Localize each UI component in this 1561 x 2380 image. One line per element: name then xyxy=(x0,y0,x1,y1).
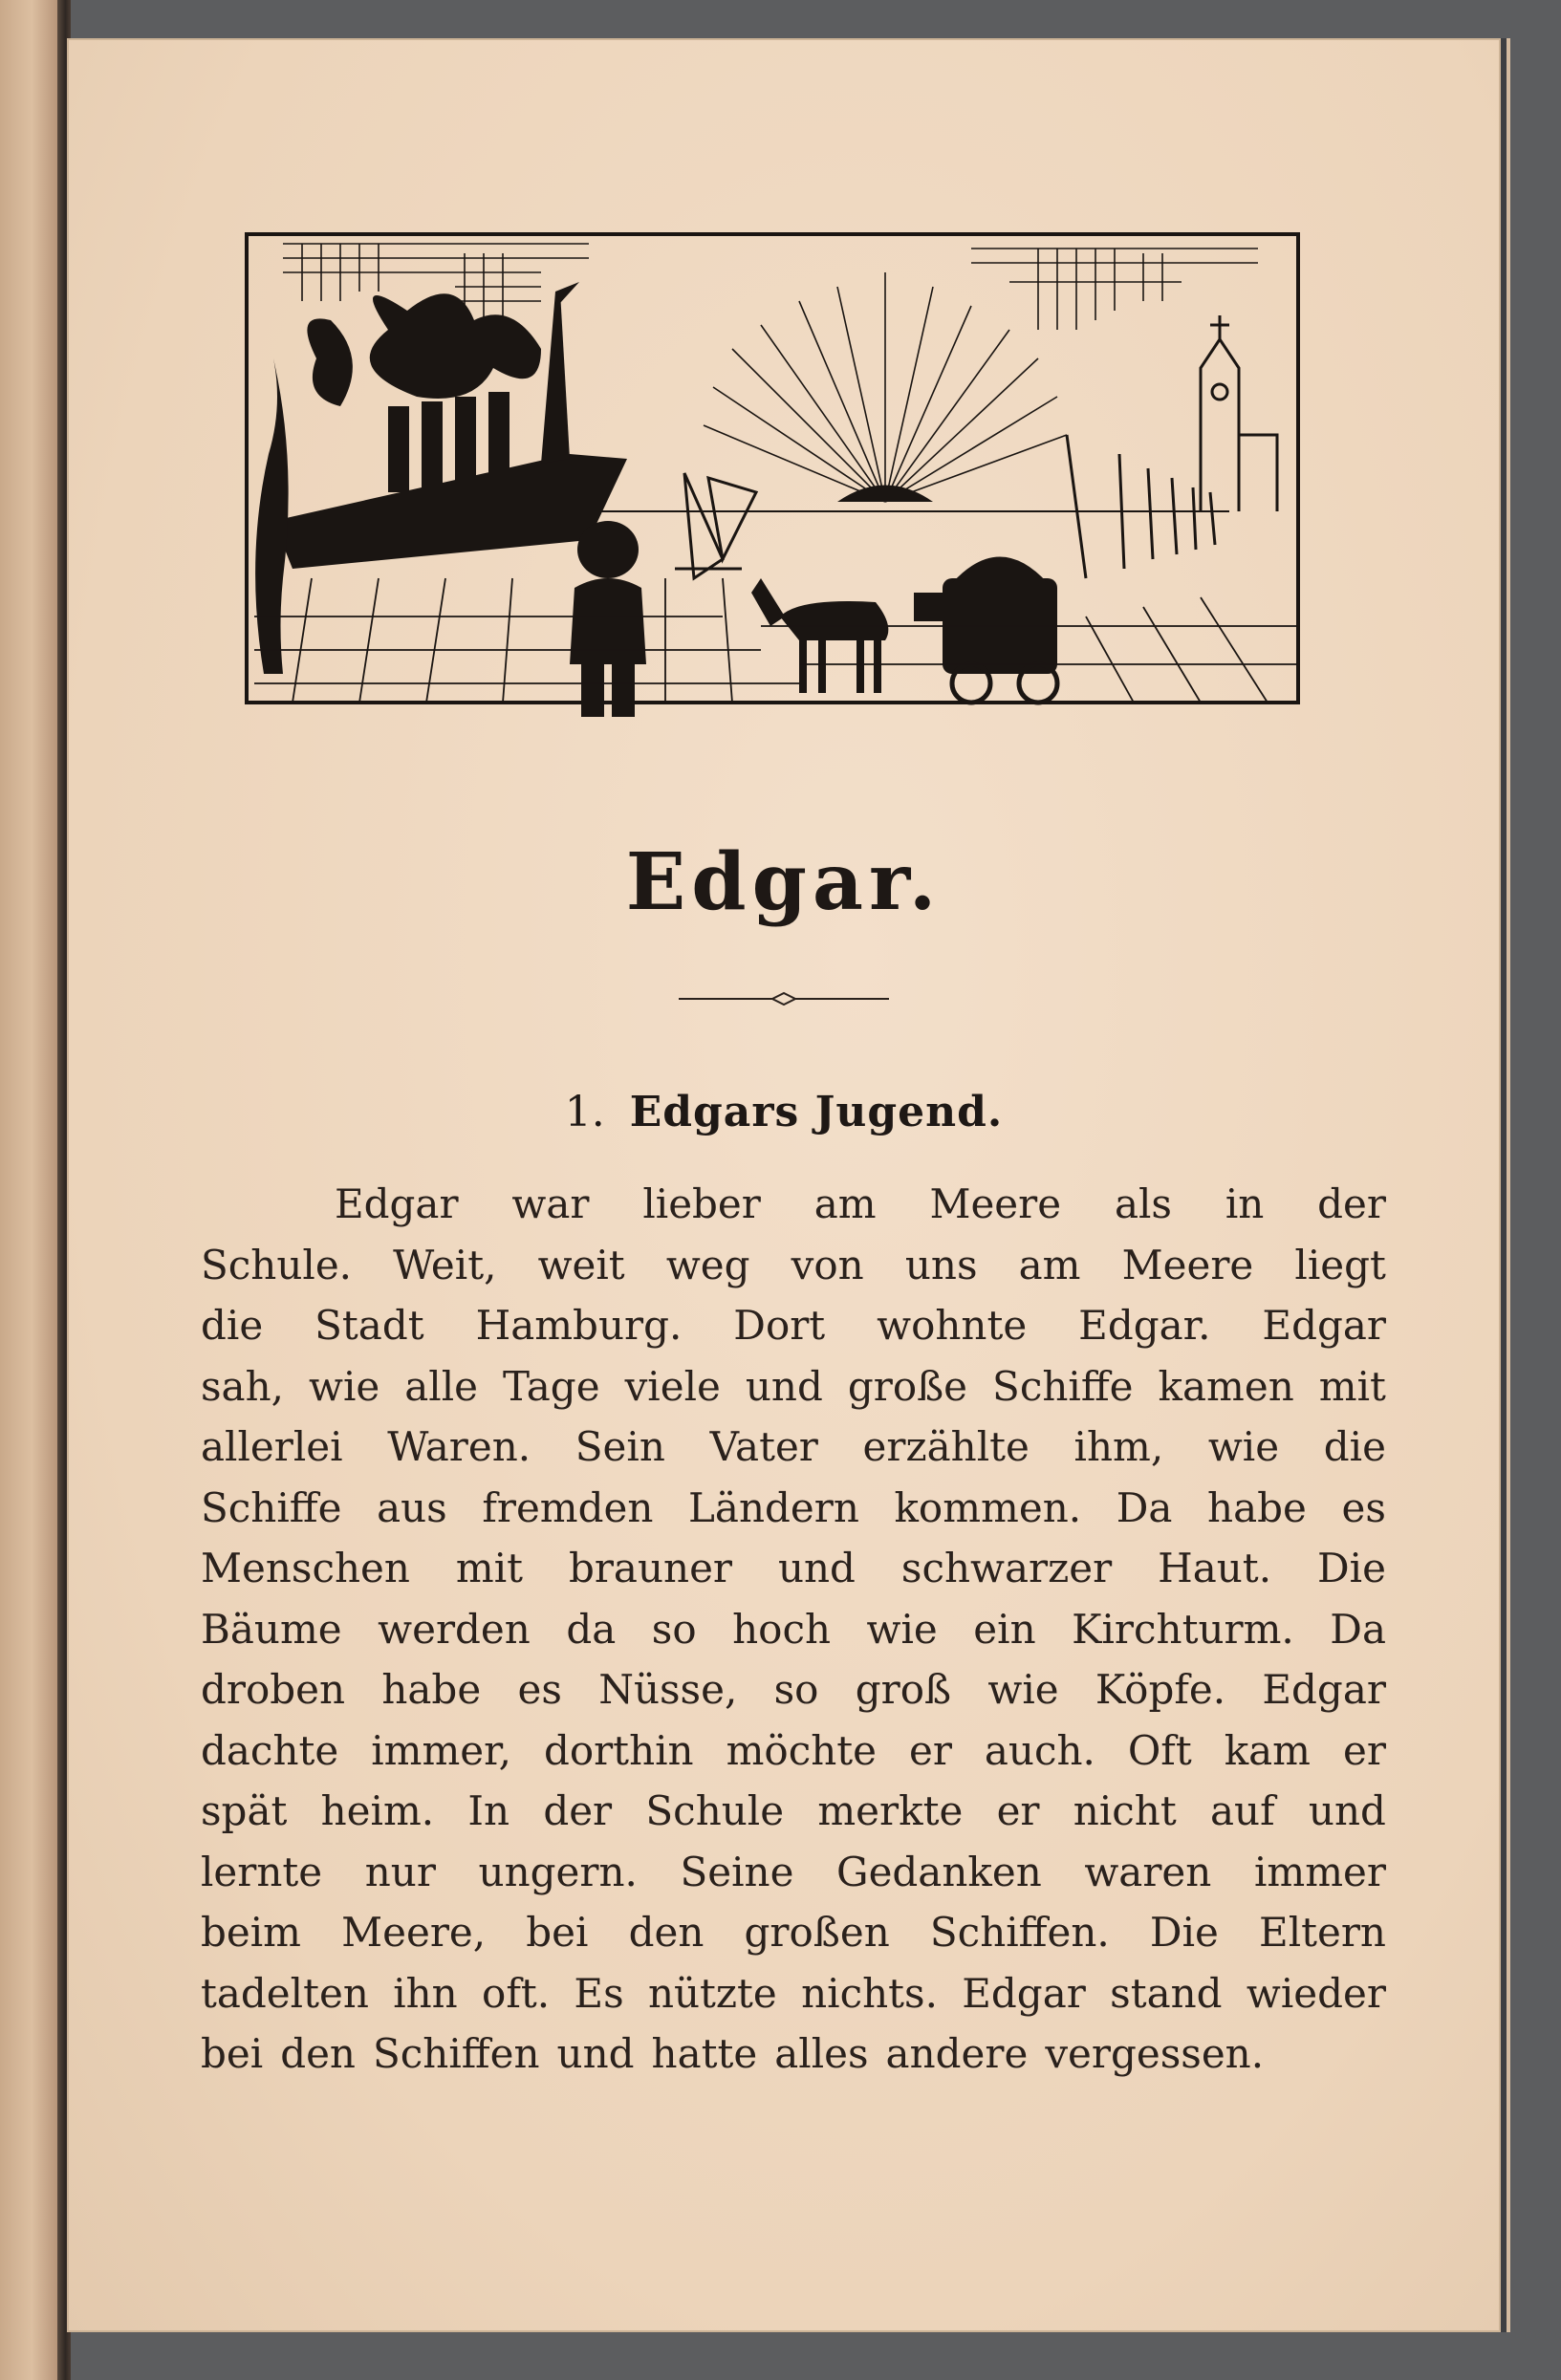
word: er xyxy=(996,1787,1040,1834)
word: andere xyxy=(885,2030,1029,2077)
word: mit xyxy=(455,1545,524,1591)
word: auch. xyxy=(984,1726,1095,1774)
text-line xyxy=(201,2023,1386,2085)
word: der xyxy=(1317,1180,1386,1227)
word: allerlei xyxy=(201,1423,343,1470)
word: spät xyxy=(201,1787,288,1834)
word: Meere, xyxy=(341,1909,487,1956)
word: Vater xyxy=(709,1423,818,1470)
word: und xyxy=(777,1545,856,1591)
text-line xyxy=(201,1659,1386,1720)
word: auf xyxy=(1209,1787,1275,1834)
word: da xyxy=(566,1605,617,1653)
word: Nüsse, xyxy=(598,1666,738,1713)
word: möchte xyxy=(726,1726,877,1774)
word: erzählte xyxy=(862,1423,1030,1470)
word: alles xyxy=(774,2030,869,2077)
previous-page-edge xyxy=(0,0,57,2380)
word: hoch xyxy=(732,1605,832,1653)
word: alle xyxy=(404,1362,479,1410)
word: hatte xyxy=(651,2030,758,2077)
chapter-number: 1. xyxy=(564,1088,605,1136)
word: wie xyxy=(866,1605,938,1653)
word: Köpfe. xyxy=(1095,1666,1226,1713)
text-line xyxy=(201,1417,1386,1478)
word: immer xyxy=(1253,1848,1386,1895)
word: tadelten xyxy=(201,1969,369,2017)
word: Sein xyxy=(575,1423,665,1470)
word: dachte xyxy=(201,1726,339,1774)
word: wieder xyxy=(1246,1969,1386,2017)
word: dorthin xyxy=(543,1726,694,1774)
word: habe xyxy=(381,1666,482,1713)
word: Tage xyxy=(503,1362,600,1410)
word: es xyxy=(1341,1483,1386,1531)
word: war xyxy=(511,1180,590,1227)
word: kamen xyxy=(1158,1362,1294,1410)
word: so xyxy=(651,1605,697,1653)
word: am xyxy=(1018,1241,1081,1288)
word: Haut. xyxy=(1158,1545,1272,1591)
book-page xyxy=(67,38,1501,2332)
word: Schule. xyxy=(201,1241,353,1288)
text-line xyxy=(201,1902,1386,1963)
word: ungern. xyxy=(478,1848,638,1895)
word: den xyxy=(628,1909,705,1956)
word: die xyxy=(1323,1423,1386,1470)
word: schwarzer xyxy=(900,1545,1113,1591)
harbor-illustration xyxy=(226,215,1315,722)
text-line xyxy=(201,1538,1386,1599)
word: große xyxy=(847,1362,968,1410)
word: werden xyxy=(378,1605,531,1653)
word: Schule xyxy=(645,1787,785,1834)
word: habe xyxy=(1207,1483,1307,1531)
text-line xyxy=(201,1235,1386,1296)
word: viele xyxy=(624,1362,721,1410)
word: wie xyxy=(987,1666,1059,1713)
word: wie xyxy=(309,1362,380,1410)
word: nützte xyxy=(647,1969,777,2017)
text-line xyxy=(201,1963,1386,2024)
word: Stadt xyxy=(314,1302,424,1349)
word: der xyxy=(543,1787,613,1834)
word: Die xyxy=(1149,1909,1219,1956)
word: Schiffe xyxy=(201,1483,342,1531)
body-text xyxy=(201,1174,1386,2085)
word: und xyxy=(556,2030,635,2077)
text-line xyxy=(201,1842,1386,1903)
chapter-heading xyxy=(67,1088,1501,1136)
word: Bäume xyxy=(201,1605,342,1653)
word: und xyxy=(1308,1787,1386,1834)
word: den xyxy=(280,2030,356,2077)
word: kam xyxy=(1224,1726,1312,1774)
word: heim. xyxy=(320,1787,435,1834)
word: Ländern xyxy=(688,1483,859,1531)
word: Edgar xyxy=(335,1180,459,1227)
word: Kirchturm. xyxy=(1072,1605,1294,1653)
word: vergessen. xyxy=(1045,2030,1265,2077)
word: als xyxy=(1114,1180,1172,1227)
word: er xyxy=(908,1726,952,1774)
word: nichts. xyxy=(801,1969,938,2017)
title-divider xyxy=(67,984,1501,1013)
word: Da xyxy=(1330,1605,1386,1653)
word: weit xyxy=(537,1241,625,1288)
word: liegt xyxy=(1294,1241,1386,1288)
word: weg xyxy=(665,1241,750,1288)
word: droben xyxy=(201,1666,346,1713)
word: Es xyxy=(574,1969,624,2017)
word: lieber xyxy=(642,1180,761,1227)
word: wie xyxy=(1207,1423,1280,1470)
word: Die xyxy=(1316,1545,1386,1591)
word: nicht xyxy=(1073,1787,1177,1834)
text-line xyxy=(201,1295,1386,1356)
word: Edgar xyxy=(1262,1666,1386,1713)
text-line xyxy=(201,1356,1386,1417)
word: in xyxy=(1225,1180,1265,1227)
word: fremden xyxy=(482,1483,654,1531)
word: kommen. xyxy=(894,1483,1082,1531)
word: so xyxy=(773,1666,819,1713)
word: von xyxy=(791,1241,864,1288)
word: Edgar xyxy=(962,1969,1086,2017)
word: Hamburg. xyxy=(475,1302,683,1349)
word: bei xyxy=(201,2030,264,2077)
chapter-title: Edgars Jugend. xyxy=(629,1088,1004,1136)
word: Seine xyxy=(680,1848,794,1895)
word: beim xyxy=(201,1909,301,1956)
word: bei xyxy=(526,1909,589,1956)
page-title: Edgar. xyxy=(625,836,943,928)
word: es xyxy=(517,1666,562,1713)
word: aus xyxy=(377,1483,447,1531)
word: groß xyxy=(855,1666,952,1713)
word: Schiffen xyxy=(372,2030,540,2077)
word: Dort xyxy=(733,1302,826,1349)
word: wohnte xyxy=(877,1302,1028,1349)
word: sah, xyxy=(201,1362,284,1410)
word: Da xyxy=(1116,1483,1173,1531)
word: Edgar xyxy=(1262,1302,1386,1349)
word: immer, xyxy=(371,1726,511,1774)
page-edge xyxy=(1501,38,1510,2332)
text-line xyxy=(201,1174,1386,1235)
word: ein xyxy=(973,1605,1036,1653)
word: und xyxy=(745,1362,823,1410)
word: oft. xyxy=(482,1969,551,2017)
text-line xyxy=(201,1781,1386,1842)
word: Waren. xyxy=(387,1423,531,1470)
word: waren xyxy=(1084,1848,1212,1895)
word: Meere xyxy=(929,1180,1062,1227)
word: Schiffen. xyxy=(929,1909,1110,1956)
word: Weit, xyxy=(393,1241,497,1288)
word: Eltern xyxy=(1259,1909,1386,1956)
word: Oft xyxy=(1127,1726,1192,1774)
word: am xyxy=(813,1180,877,1227)
word: großen xyxy=(744,1909,890,1956)
word: uns xyxy=(904,1241,978,1288)
word: Schiffe xyxy=(992,1362,1134,1410)
word: ihn xyxy=(393,1969,458,2017)
word: In xyxy=(467,1787,510,1834)
word: merkte xyxy=(817,1787,964,1834)
word: die xyxy=(201,1302,264,1349)
word: Edgar. xyxy=(1078,1302,1211,1349)
word: Gedanken xyxy=(836,1848,1042,1895)
word: stand xyxy=(1110,1969,1223,2017)
word: lernte xyxy=(201,1848,323,1895)
word: nur xyxy=(364,1848,436,1895)
word: Meere xyxy=(1121,1241,1254,1288)
word: brauner xyxy=(568,1545,733,1591)
word: mit xyxy=(1318,1362,1386,1410)
word: ihm, xyxy=(1073,1423,1164,1470)
text-line xyxy=(201,1599,1386,1660)
text-line xyxy=(201,1478,1386,1539)
text-line xyxy=(201,1720,1386,1782)
word: er xyxy=(1342,1726,1386,1774)
word: Menschen xyxy=(201,1545,410,1591)
